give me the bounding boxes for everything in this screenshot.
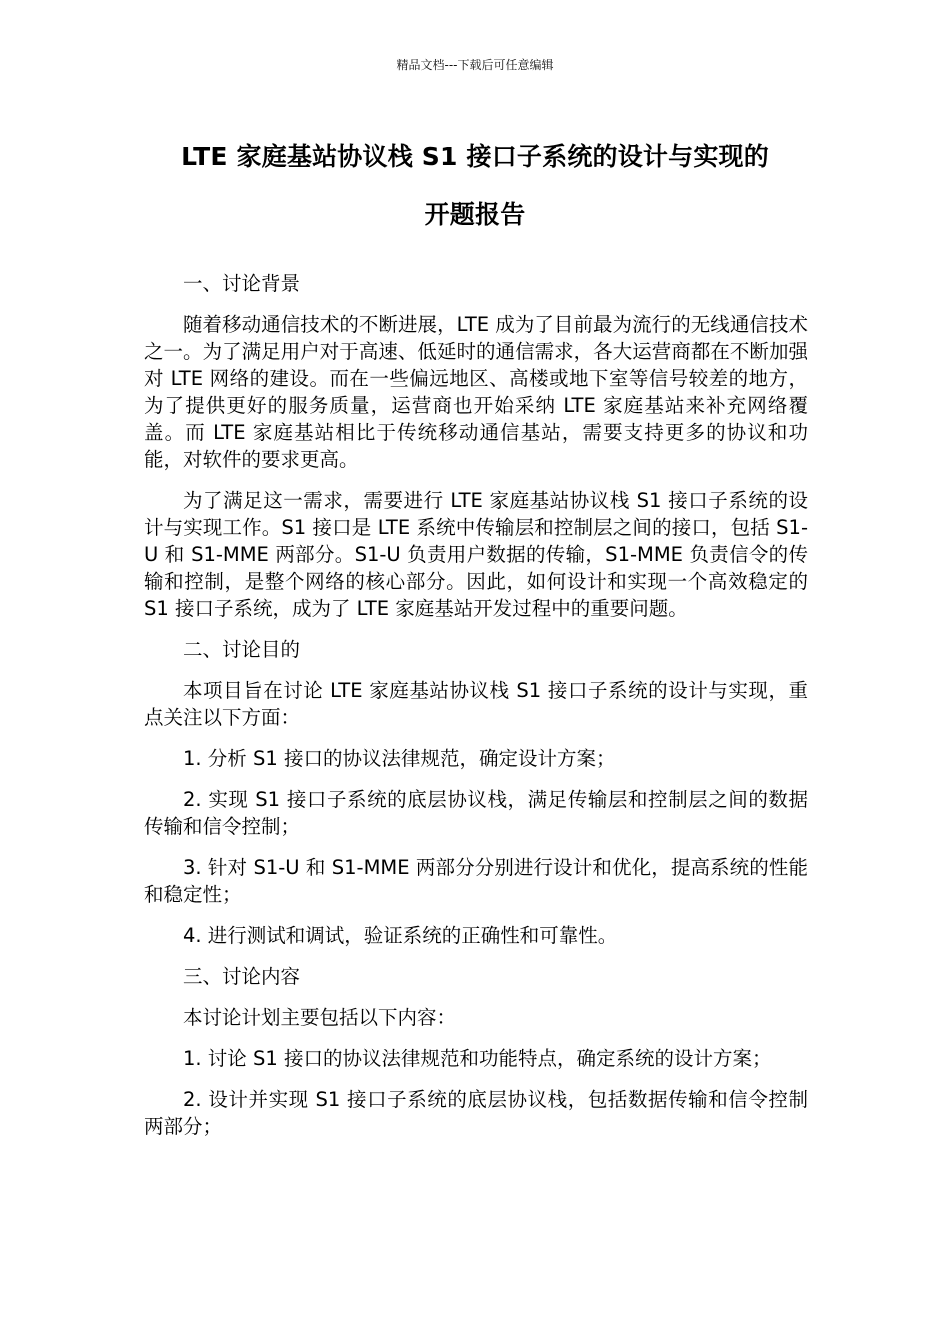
section-heading-purpose: 二、讨论目的	[183, 638, 301, 661]
list-item-purpose-1: 1. 分析 S1 接口的协议法律规范，确定设计方案；	[183, 747, 616, 770]
section-heading-content: 三、讨论内容	[183, 965, 301, 988]
paragraph-content-intro: 本讨论计划主要包括以下内容：	[183, 1006, 457, 1029]
list-item-purpose-4: 4. 进行测试和调试，验证系统的正确性和可靠性。	[183, 924, 618, 947]
paragraph-background: 随着移动通信技术的不断进展，LTE 成为了目前最为流行的无线通信技术之一。为了满足用户对于高速、低延时的通信需求，各大运营商都在不断加强对 LTE 网络的建设。而在一些偏远地区、高楼或地下室等信号较差的地方，为了提供更好的服务质量，运营商也开始采纳 LTE 家庭基站来补充网络覆盖。而 LTE 家庭基站相比于传统移动通信基站，需要支持更多的协议和功能，对软件的要求更高。	[144, 313, 808, 471]
document-title	[120, 128, 830, 244]
section-heading-background: 一、讨论背景	[183, 272, 301, 295]
list-item-purpose-3: 3. 针对 S1-U 和 S1-MME 两部分分别进行设计和优化，提高系统的性能和稳定性；	[144, 856, 808, 906]
paragraph-purpose-intro: 本项目旨在讨论 LTE 家庭基站协议栈 S1 接口子系统的设计与实现，重点关注以下方面：	[144, 679, 808, 729]
title-line-2: 开题报告	[424, 200, 526, 229]
list-item-purpose-2: 2. 实现 S1 接口子系统的底层协议栈，满足传输层和控制层之间的数据传输和信令控制；	[144, 788, 808, 838]
title-line-1: LTE 家庭基站协议栈 S1 接口子系统的设计与实现的	[181, 142, 769, 171]
page-header: 精品文档---下载后可任意编辑	[396, 58, 554, 72]
list-item-content-1: 1. 讨论 S1 接口的协议法律规范和功能特点，确定系统的设计方案；	[183, 1047, 772, 1070]
list-item-content-2: 2. 设计并实现 S1 接口子系统的底层协议栈，包括数据传输和信令控制两部分；	[144, 1088, 808, 1138]
paragraph-requirement: 为了满足这一需求，需要进行 LTE 家庭基站协议栈 S1 接口子系统的设计与实现工作。S1 接口是 LTE 系统中传输层和控制层之间的接口，包括 S1-U 和 S1-MME 两部分。S1-U 负责用户数据的传输，S1-MME 负责信令的传输和控制，是整个网络的核心部分。因此，如何设计和实现一个高效稳定的 S1 接口子系统，成为了 LTE 家庭基站开发过程中的重要问题。	[144, 489, 808, 620]
document-body	[144, 270, 808, 1154]
